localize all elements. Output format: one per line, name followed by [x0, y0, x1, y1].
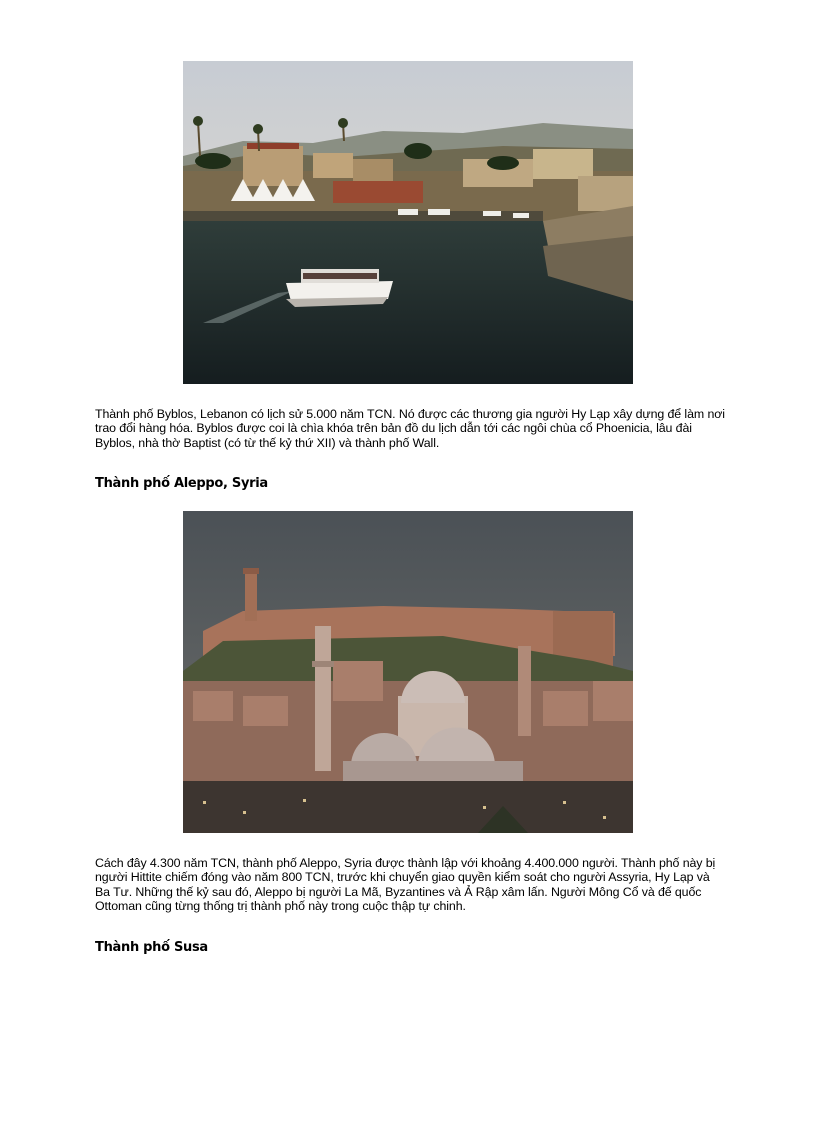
aleppo-citadel-photo: [183, 511, 633, 833]
byblos-paragraph: Thành phố Byblos, Lebanon có lịch sử 5.000 năm TCN. Nó được các thương gia người Hy Lạp xây dựng để làm nơi trao đổi hàng hóa. Byblos được coi là chìa khóa trên bản đồ du lịch dẫn tới các ngôi chùa cổ Phoenicia, lâu đài Byblos, nhà thờ Baptist (có từ thế kỷ thứ XII) và thành phố Wall.: [95, 407, 725, 450]
byblos-harbor-photo: [183, 61, 633, 384]
susa-heading: Thành phố Susa: [95, 940, 208, 955]
aleppo-paragraph: Cách đây 4.300 năm TCN, thành phố Aleppo, Syria được thành lập với khoảng 4.400.000 người. Thành phố này bị người Hittite chiếm đóng vào năm 800 TCN, trước khi chuyển giao quyền kiểm soát cho người Assyria, Hy Lạp và Ba Tư. Những thế kỷ sau đó, Aleppo bị người La Mã, Byzantines và Ả Rập xâm lấn. Người Mông Cổ và đế quốc Ottoman cũng từng thống trị thành phố này trong cuộc thập tự chinh.: [95, 856, 716, 913]
aleppo-heading: Thành phố Aleppo, Syria: [95, 476, 268, 491]
